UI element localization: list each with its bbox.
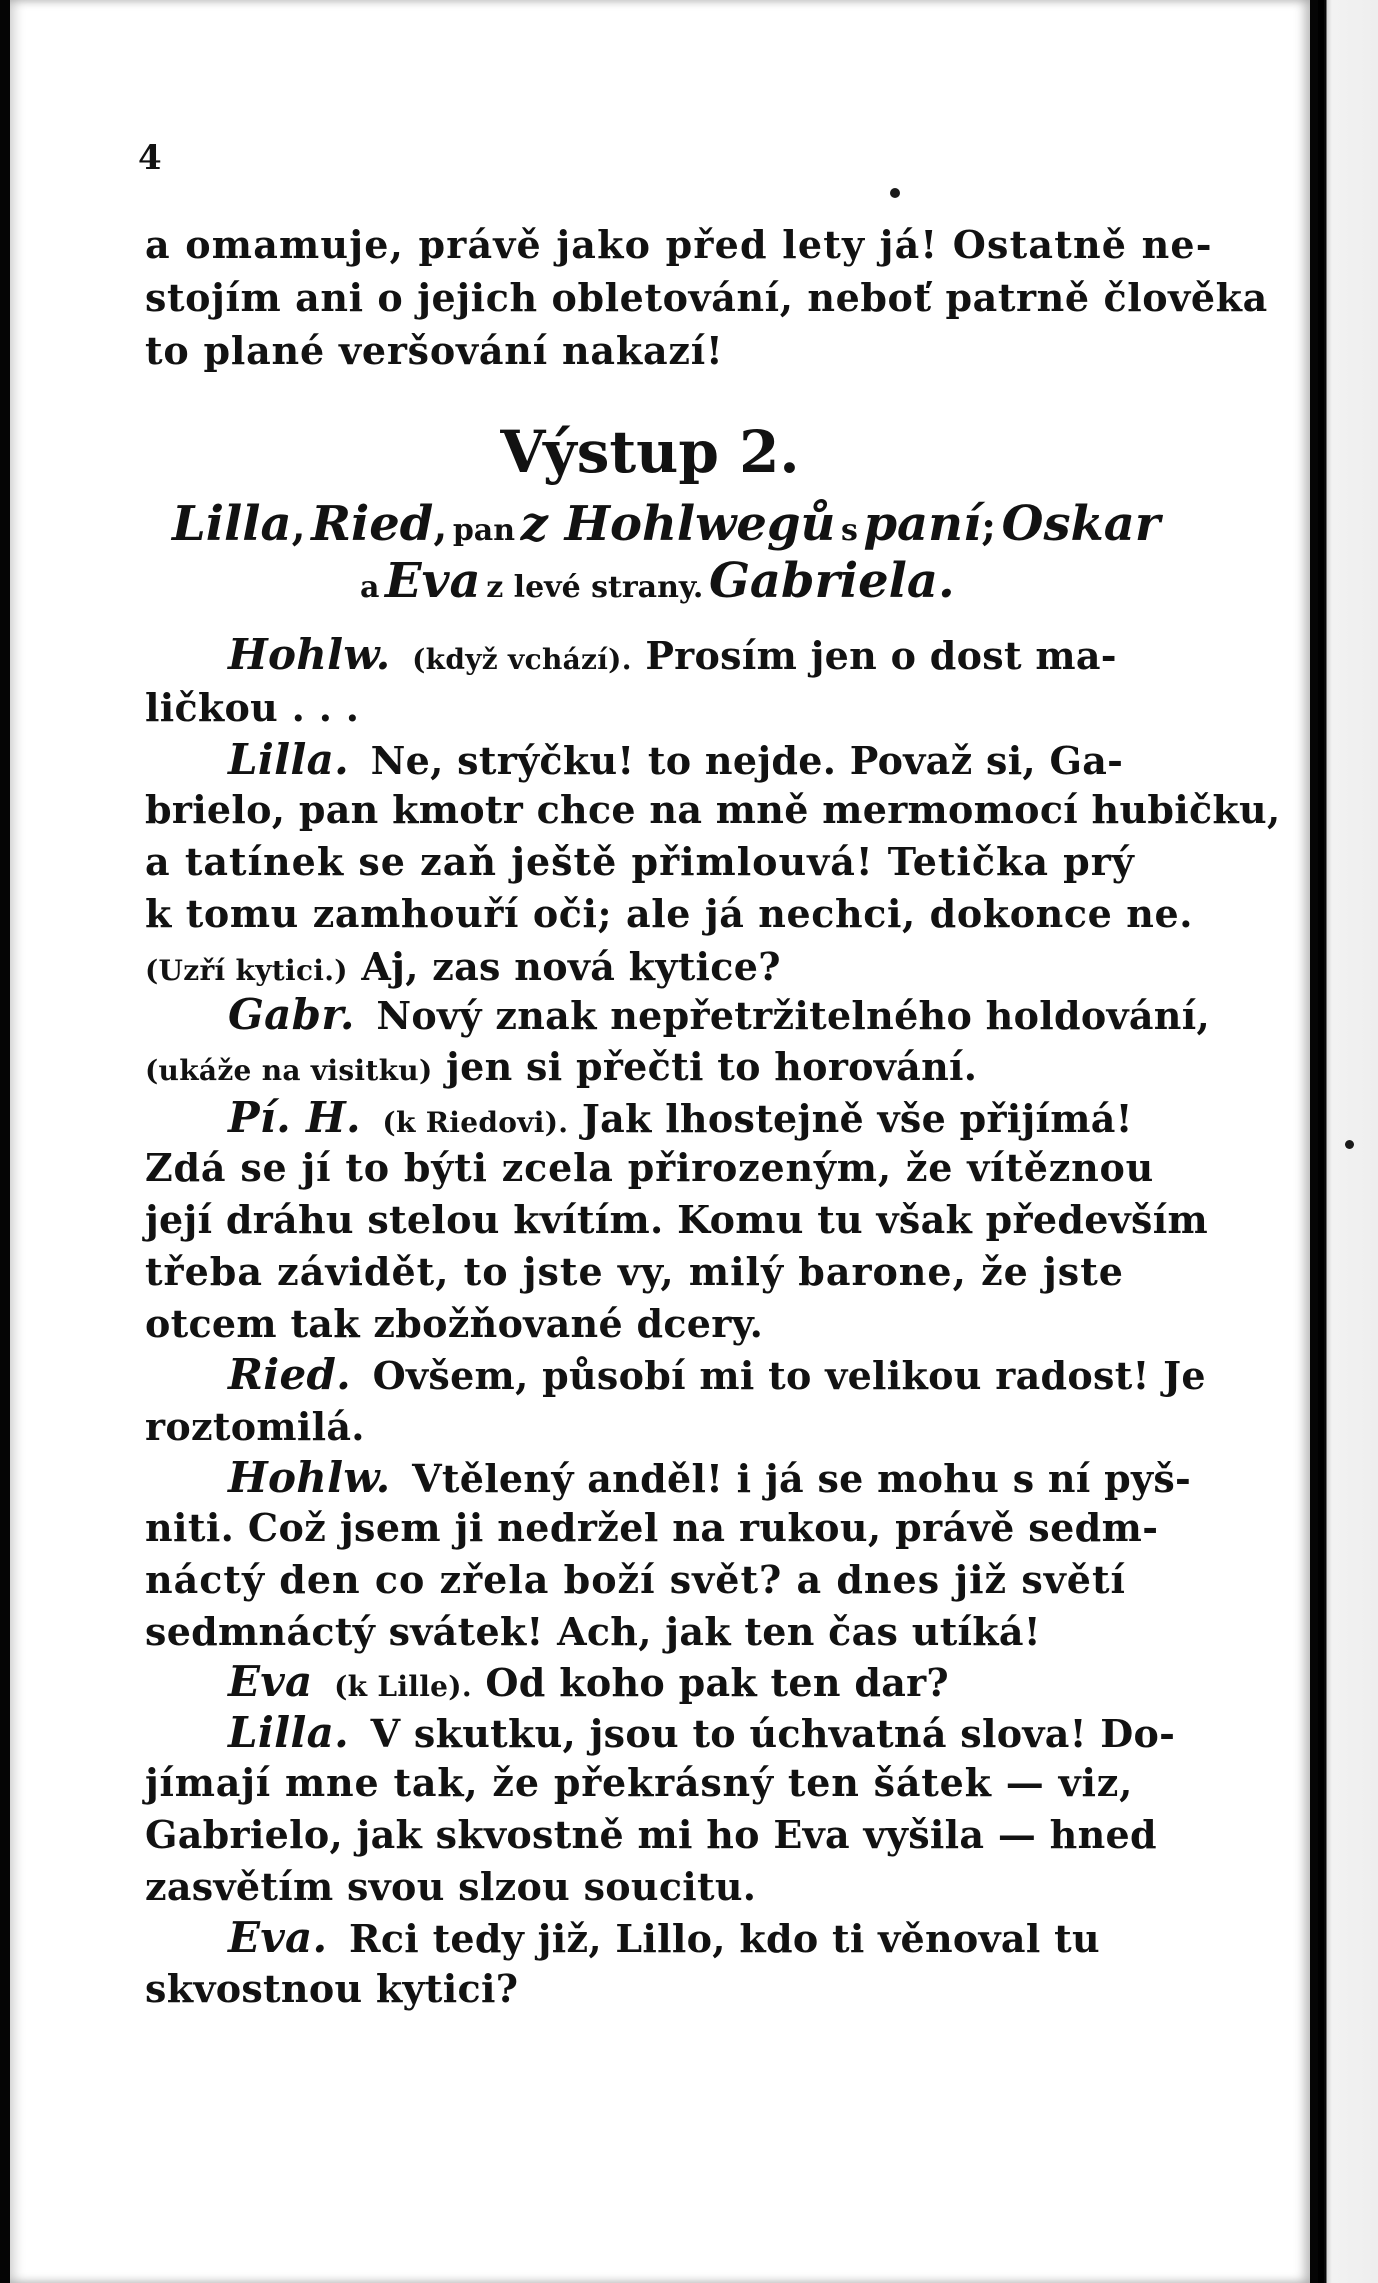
stage-direction: (k Lille). [334, 1670, 472, 1703]
line-text: Od koho pak ten dar? [485, 1660, 950, 1705]
speaker-name: Lilla. [228, 735, 350, 784]
cast-connector: s [841, 513, 858, 548]
text-line: a omamuje, právě jako před lety já! Ostatně ne- [145, 222, 1213, 267]
cast-name: Gabriela. [708, 553, 955, 609]
cast-connector: z levé strany. [486, 570, 704, 605]
line-text: Ovšem, působí mi to velikou radost! Je [372, 1353, 1206, 1398]
text-line: jímají mne tak, že překrásný ten šátek — viz, [145, 1760, 1134, 1805]
text-line: skvostnou kytici? [145, 1966, 519, 2011]
line-text: Nový znak nepřetržitelného holdování, [376, 993, 1210, 1038]
text-line: sedmnáctý svátek! Ach, jak ten čas utíká! [145, 1609, 1041, 1654]
speaker-name: Hohlw. [228, 1453, 391, 1502]
text-line: a tatínek se zaň ještě přimlouvá! Tetička prý [145, 839, 1135, 884]
speaker-name: Pí. H. [228, 1093, 361, 1142]
speaker-name: Eva [228, 1657, 313, 1706]
line-text: jen si přečti to horování. [446, 1044, 978, 1089]
dialogue-line [228, 735, 1123, 785]
speaker-name: Eva. [228, 1913, 328, 1962]
cast-name: paní [863, 496, 982, 552]
scene-heading: Výstup 2. [500, 418, 800, 486]
dialogue-line [145, 944, 781, 990]
dialogue-line [228, 630, 1117, 680]
text-line: náctý den co zřela boží svět? a dnes již světí [145, 1557, 1126, 1602]
cast-name: Oskar [1001, 496, 1161, 552]
text-line: Gabrielo, jak skvostně mi ho Eva vyšila — hned [145, 1812, 1157, 1857]
cast-name: Lilla [172, 496, 292, 552]
line-text: Prosím jen o dost ma- [645, 633, 1117, 678]
stage-direction: (ukáže na visitku) [145, 1054, 433, 1087]
cast-connector: a [360, 570, 380, 605]
stage-direction: (když vchází). [412, 643, 632, 676]
print-speck [1345, 1140, 1354, 1149]
cast-list-line-1 [172, 496, 1160, 552]
cast-punct: , [433, 503, 448, 550]
text-line: ličkou . . . [145, 685, 360, 730]
line-text: Ne, strýčku! to nejde. Považ si, Ga- [370, 738, 1124, 783]
dialogue-line [228, 1453, 1191, 1503]
text-line: třeba závidět, to jste vy, milý barone, že jste [145, 1249, 1124, 1294]
stage-direction: (k Riedovi). [382, 1106, 569, 1139]
dialogue-line [228, 1093, 1133, 1143]
line-text: Jak lhostejně vše přijímá! [581, 1096, 1133, 1141]
dialogue-line [228, 1708, 1175, 1758]
speaker-name: Lilla. [228, 1708, 350, 1757]
cast-name: Ried [311, 496, 434, 552]
cast-punct: ; [981, 503, 997, 550]
text-line: to plané veršování nakazí! [145, 328, 724, 373]
cast-punct: , [291, 503, 306, 550]
speaker-name: Gabr. [228, 990, 355, 1039]
text-line: otcem tak zbožňované dcery. [145, 1301, 764, 1346]
dialogue-line [228, 990, 1210, 1040]
page-number: 4 [138, 138, 162, 178]
line-text: V skutku, jsou to úchvatná slova! Do- [370, 1711, 1176, 1756]
line-text: Vtělený anděl! i já se mohu s ní pyš- [412, 1456, 1192, 1501]
dialogue-line [228, 1657, 949, 1707]
stage-direction: (Uzří kytici.) [145, 954, 348, 987]
text-line: Zdá se jí to býti zcela přirozeným, že vítěznou [145, 1145, 1155, 1190]
dialogue-line [228, 1350, 1206, 1400]
text-line: roztomilá. [145, 1404, 365, 1449]
speaker-name: Ried. [228, 1350, 352, 1399]
text-line: její dráhu stelou kvítím. Komu tu však především [145, 1197, 1208, 1242]
print-speck [890, 188, 900, 198]
text-line: stojím ani o jejich obletování, neboť patrně člověka [145, 275, 1268, 320]
text-line: k tomu zamhouří oči; ale já nechci, dokonce ne. [145, 891, 1194, 936]
text-line: zasvětím svou slzou soucitu. [145, 1864, 757, 1909]
dialogue-line [145, 1044, 977, 1090]
dialogue-line [228, 1913, 1100, 1963]
cast-connector: pan [452, 513, 516, 548]
line-text: Rci tedy již, Lillo, kdo ti věnoval tu [348, 1916, 1100, 1961]
cast-name: z Hohlwegů [520, 496, 836, 552]
text-line: niti. Což jsem ji nedržel na rukou, právě sedm- [145, 1505, 1159, 1550]
line-text: Aj, zas nová kytice? [361, 944, 781, 989]
cast-name: Eva [385, 553, 481, 609]
text-line: brielo, pan kmotr chce na mně mermomocí hubičku, [145, 787, 1281, 832]
speaker-name: Hohlw. [228, 630, 391, 679]
cast-list-line-2 [360, 553, 955, 609]
